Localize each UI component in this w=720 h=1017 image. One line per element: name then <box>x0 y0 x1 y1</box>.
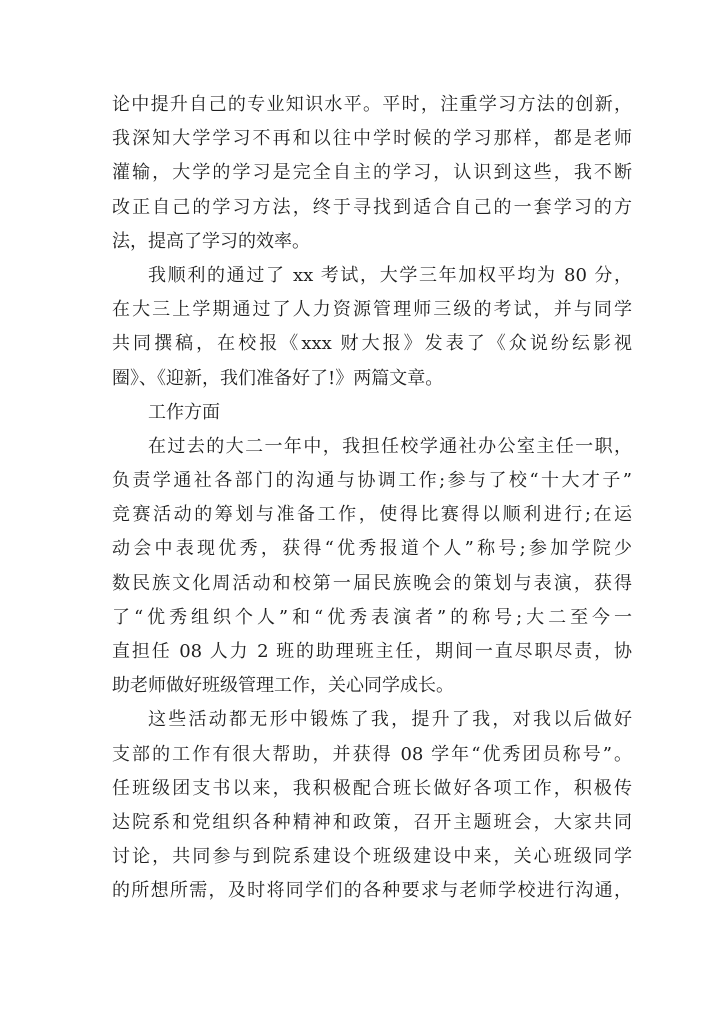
text-line: 在大三上学期通过了人力资源管理师三级的考试，并与同学 <box>112 299 632 321</box>
text-line: 动会中表现优秀，获得“优秀报道个人”称号;参加学院少 <box>112 538 632 560</box>
text-line: 助老师做好班级管理工作，关心同学成长。 <box>112 675 454 697</box>
text-line: 了“优秀组织个人”和“优秀表演者”的称号;大二至今一 <box>112 606 632 628</box>
paragraph-league-work <box>112 703 632 908</box>
text-line: 改正自己的学习方法，终于寻找到适合自己的一套学习的方 <box>112 196 632 218</box>
text-line: 我顺利的通过了 xx 考试，大学三年加权平均为 80 分， <box>148 264 632 286</box>
section-heading-work: 工作方面 <box>148 401 220 423</box>
text-line: 支部的工作有很大帮助，并获得 08 学年“优秀团员称号”。 <box>112 743 632 765</box>
text-line: 任班级团支书以来，我积极配合班长做好各项工作，积极传 <box>112 777 632 799</box>
paragraph-achievements <box>112 259 632 396</box>
text-line: 讨论，共同参与到院系建设个班级建设中来，关心班级同学 <box>112 846 632 868</box>
text-line: 达院系和党组织各种精神和政策，召开主题班会，大家共同 <box>112 811 632 833</box>
text-line: 灌输，大学的学习是完全自主的学习，认识到这些，我不断 <box>112 162 632 184</box>
text-line: 在过去的大二一年中，我担任校学通社办公室主任一职， <box>148 435 632 457</box>
text-line: 论中提升自己的专业知识水平。平时，注重学习方法的创新， <box>112 94 632 115</box>
text-line: 我深知大学学习不再和以往中学时候的学习那样，都是老师 <box>112 128 632 150</box>
text-line: 直担任 08 人力 2 班的助理班主任，期间一直尽职尽责，协 <box>112 641 632 662</box>
paragraph-study-methods <box>112 88 632 259</box>
text-line: 共同撰稿，在校报《xxx 财大报》发表了《众说纷纭影视 <box>112 333 632 355</box>
text-line: 负责学通社各部门的沟通与协调工作;参与了校“十大才子” <box>112 470 632 492</box>
text-line: 圈》、《迎新，我们准备好了!》两篇文章。 <box>112 367 444 389</box>
text-line: 这些活动都无形中锻炼了我，提升了我，对我以后做好 <box>148 709 632 731</box>
text-line: 竞赛活动的筹划与准备工作，使得比赛得以顺利进行;在运 <box>112 504 632 526</box>
text-line: 数民族文化周活动和校第一届民族晚会的策划与表演，获得 <box>112 572 632 594</box>
document-body <box>112 88 632 909</box>
text-line: 法，提高了学习的效率。 <box>112 230 310 252</box>
paragraph-work-experience <box>112 430 632 704</box>
text-line: 的所想所需，及时将同学们的各种要求与老师学校进行沟通， <box>112 880 632 902</box>
